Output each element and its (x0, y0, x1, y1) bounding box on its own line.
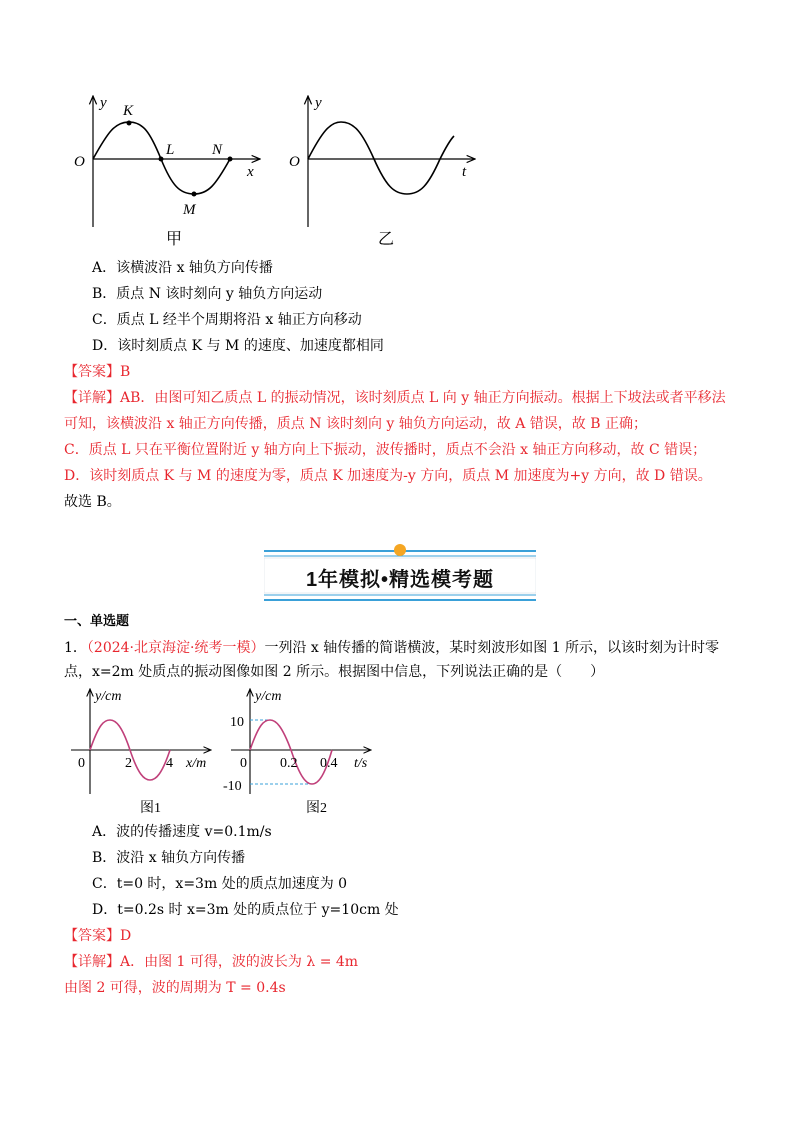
q0-detail-line-1: 【详解】AB．由图可知乙质点 L 的振动情况，该时刻质点 L 向 y 轴正方向振动。根据上下坡法或者平移法 (64, 390, 726, 406)
q1-detail-line-1: 【详解】A．由图 1 可得，波的波长为 λ = 4m (64, 954, 359, 970)
point-m-label: M (183, 202, 196, 218)
banner-title: 1年模拟•精选模考题 (305, 569, 495, 591)
g2-origin: 0 (240, 756, 247, 771)
point-k-dot (127, 121, 132, 126)
figure-jia-yi (70, 92, 490, 252)
point-n-label: N (212, 142, 223, 158)
q0-option-c: C．质点 L 经半个周期将沿 x 轴正方向移动 (92, 312, 362, 328)
q1-stem-line-1: 1．（2024·北京海淀·统考一模）一列沿 x 轴传播的简谐横波，某时刻波形如图 1 所示，以该时刻为计时零 (64, 640, 720, 656)
yi-origin-label: O (289, 154, 300, 170)
q0-detail-line-2: 可知，该横波沿 x 轴正方向传播，质点 N 该时刻向 y 轴负方向运动，故 A 错误，故 B 正确； (64, 416, 647, 432)
q0-option-d: D．该时刻质点 K 与 M 的速度、加速度都相同 (92, 338, 384, 354)
g1-tick-2: 2 (125, 756, 132, 771)
g2-tick-pos: 10 (230, 715, 244, 730)
section-banner (264, 550, 536, 602)
q0-answer: 【答案】B (64, 364, 131, 380)
point-n-dot (228, 157, 233, 162)
g1-caption: 图1 (140, 801, 161, 816)
g2-caption: 图2 (306, 801, 327, 816)
g2-y-label: y/cm (255, 689, 282, 704)
yi-wave (308, 122, 454, 194)
q1-option-c: C．t=0 时，x=3m 处的质点加速度为 0 (92, 876, 348, 892)
yi-t-label: t (462, 164, 467, 180)
g2-tick-neg: -10 (223, 779, 242, 794)
g2-wave (250, 720, 332, 784)
g1-x-label: x/m (186, 756, 207, 771)
q1-source: （2024·北京海淀·统考一模） (86, 640, 265, 656)
banner-dot-icon (394, 544, 406, 556)
g2-x-label: t/s (354, 756, 368, 771)
jia-origin-label: O (74, 154, 85, 170)
q1-detail-line-2: 由图 2 可得，波的周期为 T = 0.4s (64, 980, 286, 996)
point-l-dot (159, 157, 164, 162)
q0-detail-line-4: D．该时刻质点 K 与 M 的速度为零，质点 K 加速度为-y 方向，质点 M 加速度为+y 方向，故 D 错误。 (64, 468, 712, 484)
g1-y-label: y/cm (95, 689, 122, 704)
q1-option-a: A．波的传播速度 v=0.1m/s (92, 824, 272, 840)
g1-origin: 0 (78, 756, 85, 771)
g2-tick-04: 0.4 (320, 756, 338, 771)
jia-caption: 甲 (166, 231, 183, 248)
yi-caption: 乙 (378, 231, 395, 248)
q0-option-a: A．该横波沿 x 轴负方向传播 (92, 260, 273, 276)
jia-y-label: y (100, 95, 107, 111)
figure-graphs-1-2 (66, 684, 386, 824)
jia-x-label: x (247, 164, 254, 180)
q1-option-b: B．波沿 x 轴负方向传播 (92, 850, 246, 866)
point-l-label: L (166, 142, 175, 158)
g1-tick-4: 4 (166, 756, 173, 771)
yi-y-label: y (315, 95, 322, 111)
q1-option-d: D．t=0.2s 时 x=3m 处的质点位于 y=10cm 处 (92, 902, 399, 918)
g2-tick-02: 0.2 (280, 756, 298, 771)
q0-conclusion: 故选 B。 (64, 494, 121, 510)
q0-detail-line-3: C．质点 L 只在平衡位置附近 y 轴方向上下振动，波传播时，质点不会沿 x 轴正方向移动，故 C 错误； (64, 442, 707, 458)
q1-answer: 【答案】D (64, 928, 132, 944)
point-k-label: K (123, 103, 134, 119)
q1-stem-line-2: 点，x=2m 处质点的振动图像如图 2 所示。根据图中信息，下列说法正确的是（ ） (64, 664, 605, 680)
point-m-dot (192, 192, 197, 197)
section-heading: 一、单选题 (64, 614, 130, 629)
q0-option-b: B．质点 N 该时刻向 y 轴负方向运动 (92, 286, 323, 302)
